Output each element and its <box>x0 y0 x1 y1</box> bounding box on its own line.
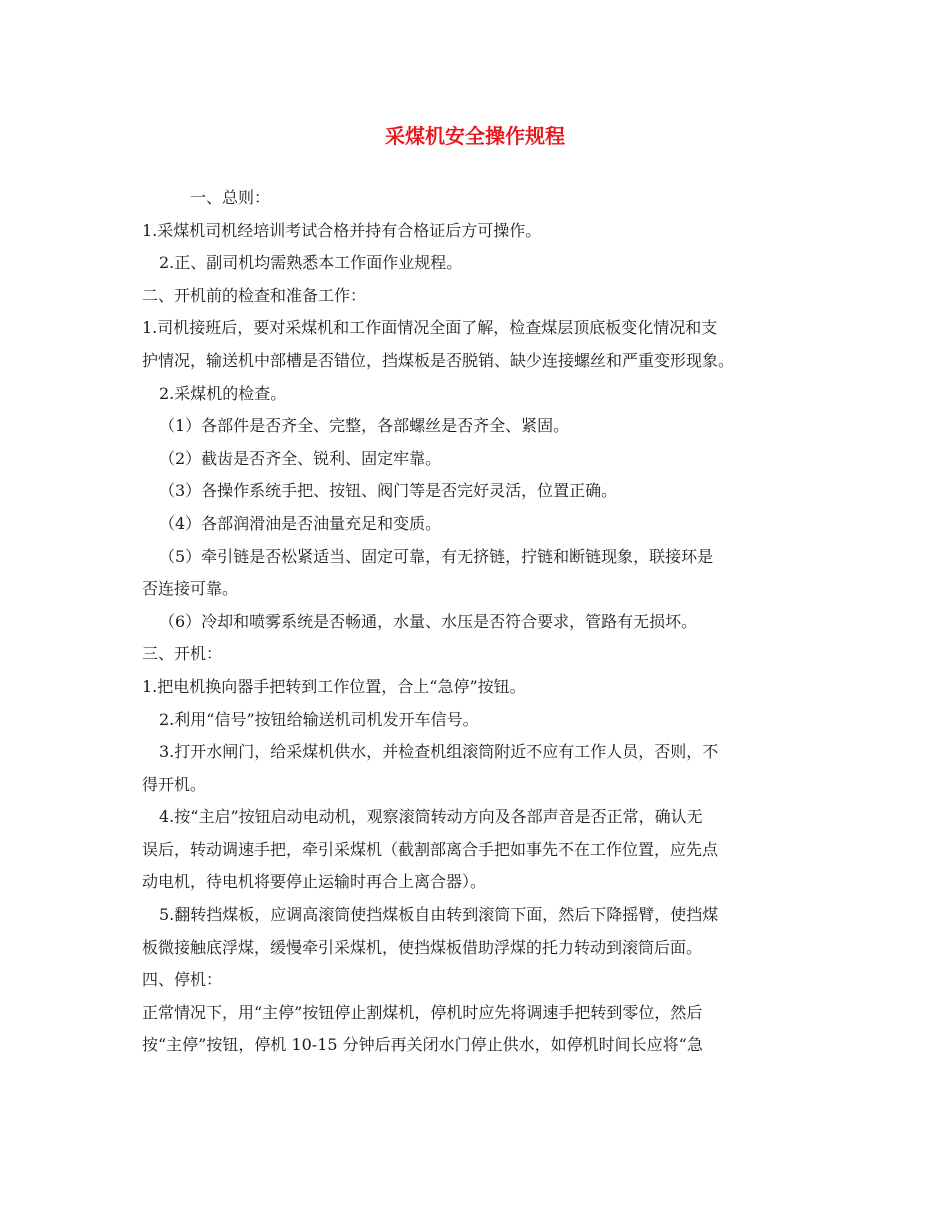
paragraph-line: 正常情况下，用“主停”按钮停止割煤机，停机时应先将调速手把转到零位，然后 <box>142 1002 703 1022</box>
paragraph-line: 护情况，输送机中部槽是否错位，挡煤板是否脱销、缺少连接螺丝和严重变形现象。 <box>142 350 735 370</box>
section-heading-preparation: 二、开机前的检查和准备工作： <box>142 285 367 305</box>
section-heading-stop: 四、停机： <box>142 970 223 990</box>
paragraph-line: 动电机，待电机将要停止运输时再合上离合器）。 <box>142 872 487 892</box>
paragraph-line: 2.正、副司机均需熟悉本工作面作业规程。 <box>159 253 463 273</box>
list-item: （5）牵引链是否松紧适当、固定可靠，有无挤链，拧链和断链现象，联接环是 <box>159 546 714 566</box>
paragraph-line: 2.利用“信号”按钮给输送机司机发开车信号。 <box>159 709 479 729</box>
list-item: （1）各部件是否齐全、完整，各部螺丝是否齐全、紧固。 <box>159 416 570 436</box>
paragraph-line: 误后，转动调速手把，牵引采煤机（截割部离合手把如事先不在工作位置，应先点 <box>142 839 719 859</box>
paragraph-line: 3.打开水闸门，给采煤机供水，并检查机组滚筒附近不应有工作人员，否则，不 <box>159 742 719 762</box>
paragraph-line: 1.把电机换向器手把转到工作位置，合上“急停”按钮。 <box>142 676 526 696</box>
section-heading-start: 三、开机： <box>142 644 223 664</box>
section-heading-general: 一、总则： <box>190 188 271 207</box>
paragraph-line: 4.按“主启”按钮启动电动机，观察滚筒转动方向及各部声音是否正常，确认无 <box>159 807 703 827</box>
paragraph-line: 1.采煤机司机经培训考试合格并持有合格证后方可操作。 <box>142 220 542 240</box>
document-body <box>142 182 817 1062</box>
list-item-continuation: 否连接可靠。 <box>142 579 239 599</box>
list-item: （3）各操作系统手把、按钮、阀门等是否完好灵活，位置正确。 <box>159 481 618 501</box>
document-title: 采煤机安全操作规程 <box>385 124 565 148</box>
paragraph-line: 按“主停”按钮，停机 10-15 分钟后再关闭水门停止供水，如停机时间长应将“急 <box>142 1035 703 1055</box>
list-item: （6）冷却和喷雾系统是否畅通，水量、水压是否符合要求，管路有无损坏。 <box>159 611 698 631</box>
paragraph-line: 得开机。 <box>142 774 207 794</box>
list-item: （2）截齿是否齐全、锐利、固定牢靠。 <box>159 448 442 468</box>
paragraph-line: 5.翻转挡煤板，应调高滚筒使挡煤板自由转到滚筒下面，然后下降摇臂，使挡煤 <box>159 905 719 925</box>
paragraph-line: 板微接触底浮煤，缓慢牵引采煤机，使挡煤板借助浮煤的托力转动到滚筒后面。 <box>142 937 703 957</box>
list-item: （4）各部润滑油是否油量充足和变质。 <box>159 513 442 533</box>
paragraph-line: 1.司机接班后，要对采煤机和工作面情况全面了解，检查煤层顶底板变化情况和支 <box>142 318 718 338</box>
paragraph-line: 2.采煤机的检查。 <box>159 383 287 403</box>
